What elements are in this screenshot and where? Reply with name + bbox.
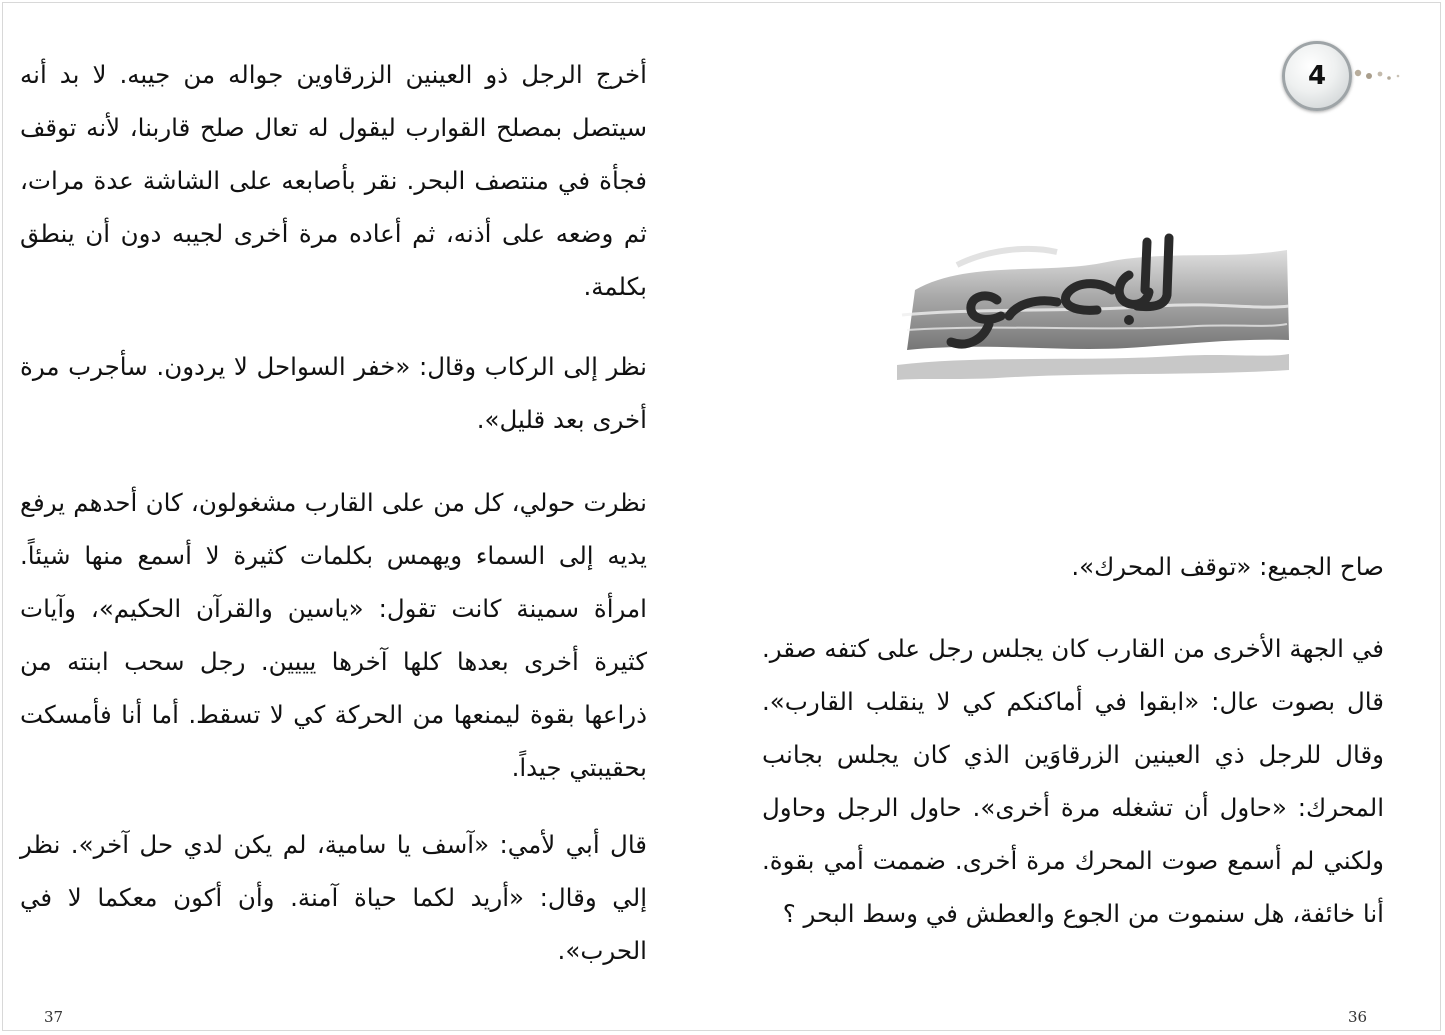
chapter-title-art [897, 220, 1292, 395]
page-number-right: 36 [1348, 1008, 1368, 1026]
right-paragraph-2: في الجهة الأخرى من القارب كان يجلس رجل على كتفه صقر. قال بصوت عال: «ابقوا في أماكنكم كي لا ينقلب القارب». وقال للرجل ذي العينين الزرقاوَين الذي كان يجلس بجانب المحرك: «حاول أن تشغله مرة أخرى». حاول الرجل وحاول ولكني لم أسمع صوت المحرك مرة أخرى. ضممت أمي بقوة. أنا خائفة، هل سنموت من الجوع والعطش في وسط البحر ؟ [762, 634, 1384, 928]
decorative-dots-icon [1352, 65, 1402, 85]
left-paragraph-3: نظرت حولي، كل من على القارب مشغولون، كان أحدهم يرفع يديه إلى السماء ويهمس بكلمات كثيرة لا أسمع منها شيئاً. امرأة سمينة كانت تقول: «ياسين والقرآن الحكيم»، وآيات كثيرة أخرى بعدها كلها آخرها يييين. رجل سحب ابنته من ذراعها بقوة ليمنعها من الحركة كي لا تسقط. أما أنا فأمسكت بحقيبتي جيداً. [20, 488, 647, 782]
page-number-left: 37 [44, 1008, 64, 1026]
left-page [0, 0, 722, 1035]
left-paragraph-2: نظر إلى الركاب وقال: «خفر السواحل لا يردون. سأجرب مرة أخرى بعد قليل». [20, 352, 647, 434]
right-page [722, 0, 1445, 1035]
left-paragraph-4: قال أبي لأمي: «آسف يا سامية، لم يكن لدي حل آخر». نظر إلي وقال: «أريد لكما حياة آمنة. وأن أكون معكما لا في الحرب». [20, 830, 647, 965]
right-paragraph-1: صاح الجميع: «توقف المحرك». [1071, 552, 1384, 581]
chapter-number-badge: 4 [1282, 41, 1352, 111]
left-paragraph-1: أخرج الرجل ذو العينين الزرقاوين جواله من جيبه. لا بد أنه سيتصل بمصلح القوارب ليقول له تعال صلح قاربنا، لأنه توقف فجأة في منتصف البحر. نقر بأصابعه على الشاشة عدة مرات، ثم وضعه على أذنه، ثم أعاده مرة أخرى لجيبه دون أن ينطق بكلمة. [20, 60, 647, 301]
